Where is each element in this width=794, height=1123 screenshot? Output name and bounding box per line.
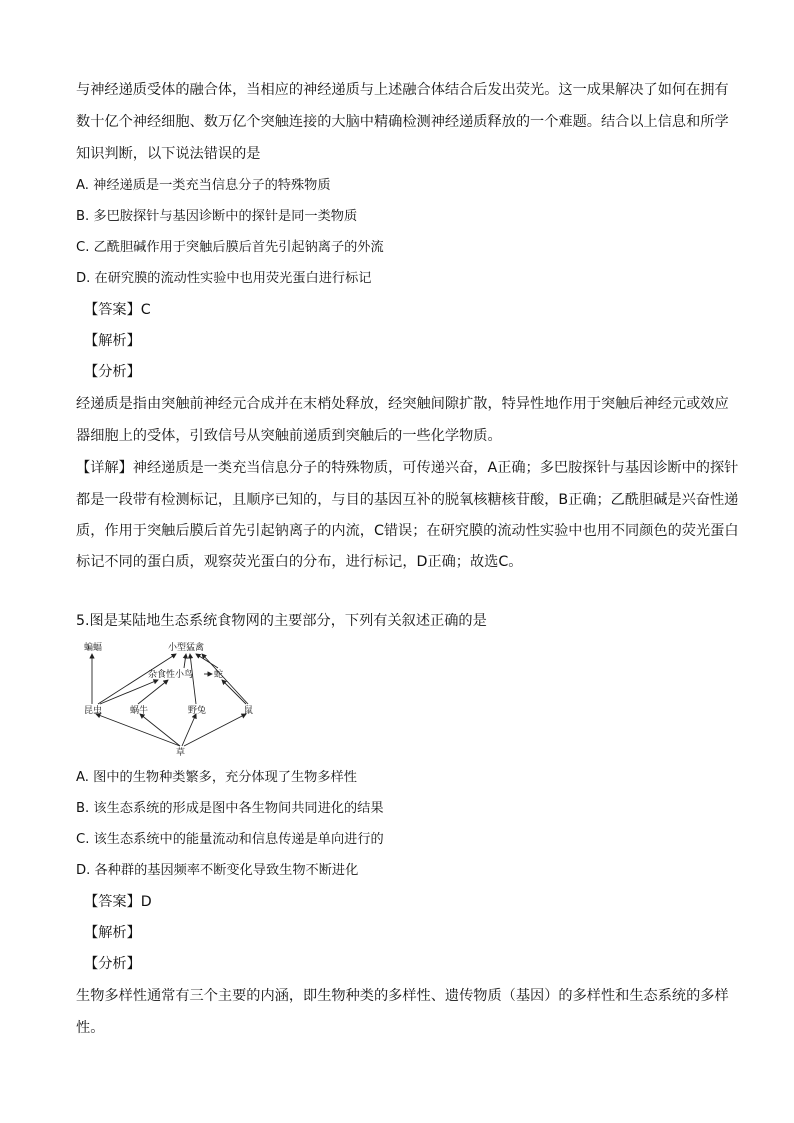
q4-detail-line-2: 都是一段带有检测标记，且顺序已知的，与目的基因互补的脱氧核糖核苷酸，B正确；乙酰胆碱是兴奋性递 xyxy=(76,492,739,508)
q4-detail-line-1: 【详解】神经递质是一类充当信息分子的特殊物质，可传递兴奋，A正确；多巴胺探针与基因诊断中的探针 xyxy=(76,460,739,476)
q4-fenxi-heading: 【分析】 xyxy=(84,364,141,380)
food-web-mouse: 鼠 xyxy=(244,706,254,716)
food-web-hare: 野兔 xyxy=(188,706,207,716)
food-web-grass: 草 xyxy=(176,748,186,758)
food-web-snake: 蛇 xyxy=(214,670,224,680)
q4-answer: 【答案】C xyxy=(84,302,151,318)
q5-option-d: D. 各种群的基因频率不断变化导致生物不断进化 xyxy=(76,863,359,878)
q4-stem-line-2: 数十亿个神经细胞、数万亿个突触连接的大脑中精确检测神经递质释放的一个难题。结合以上信息和所学 xyxy=(76,114,729,130)
food-web-bat: 蝙蝠 xyxy=(84,643,103,653)
q4-detail-line-4: 标记不同的蛋白质，观察荧光蛋白的分布，进行标记，D正确；故选C。 xyxy=(76,554,523,570)
q4-fenxi-line-2: 器细胞上的受体，引致信号从突触前递质到突触后的一些化学物质。 xyxy=(76,428,502,444)
food-web-snail: 蜗牛 xyxy=(130,706,149,716)
food-web-raptor: 小型猛禽 xyxy=(168,643,205,653)
q4-detail-line-3: 质，作用于突触后膜后首先引起钠离子的内流，C错误；在研究膜的流动性实验中也用不同颜色的荧光蛋白 xyxy=(76,523,739,539)
q4-option-b: B. 多巴胺探针与基因诊断中的探针是同一类物质 xyxy=(76,209,358,224)
q5-option-a: A. 图中的生物种类繁多，充分体现了生物多样性 xyxy=(76,770,357,785)
q5-answer: 【答案】D xyxy=(84,894,152,910)
q5-option-b: B. 该生态系统的形成是图中各生物间共同进化的结果 xyxy=(76,801,384,816)
q4-option-d: D. 在研究膜的流动性实验中也用荧光蛋白进行标记 xyxy=(76,271,372,286)
q4-option-a: A. 神经递质是一类充当信息分子的特殊物质 xyxy=(76,178,331,193)
q5-fenxi-line-2: 性。 xyxy=(76,1020,105,1036)
food-web-omnivore-bird: 杂食性小鸟 xyxy=(148,670,194,680)
food-web-diagram xyxy=(76,640,276,758)
q4-fenxi-line-1: 经递质是指由突触前神经元合成并在末梢处释放，经突触间隙扩散，特异性地作用于突触后神经元或效应 xyxy=(76,396,729,412)
q4-analysis-heading: 【解析】 xyxy=(84,333,141,349)
q5-analysis-heading: 【解析】 xyxy=(84,925,141,941)
q5-fenxi-line-1: 生物多样性通常有三个主要的内涵，即生物种类的多样性、遗传物质（基因）的多样性和生态系统的多样 xyxy=(76,988,729,1004)
q4-option-c: C. 乙酰胆碱作用于突触后膜后首先引起钠离子的外流 xyxy=(76,240,384,255)
food-web-arrows xyxy=(92,654,248,746)
q4-stem-line-3: 知识判断，以下说法错误的是 xyxy=(76,146,261,162)
q5-option-c: C. 该生态系统中的能量流动和信息传递是单向进行的 xyxy=(76,832,384,847)
food-web-insect: 昆虫 xyxy=(84,706,103,716)
q4-stem-line-1: 与神经递质受体的融合体，当相应的神经递质与上述融合体结合后发出荧光。这一成果解决了如何在拥有 xyxy=(76,82,729,98)
q5-stem: 5.图是某陆地生态系统食物网的主要部分，下列有关叙述正确的是 xyxy=(76,613,487,629)
q5-fenxi-heading: 【分析】 xyxy=(84,956,141,972)
